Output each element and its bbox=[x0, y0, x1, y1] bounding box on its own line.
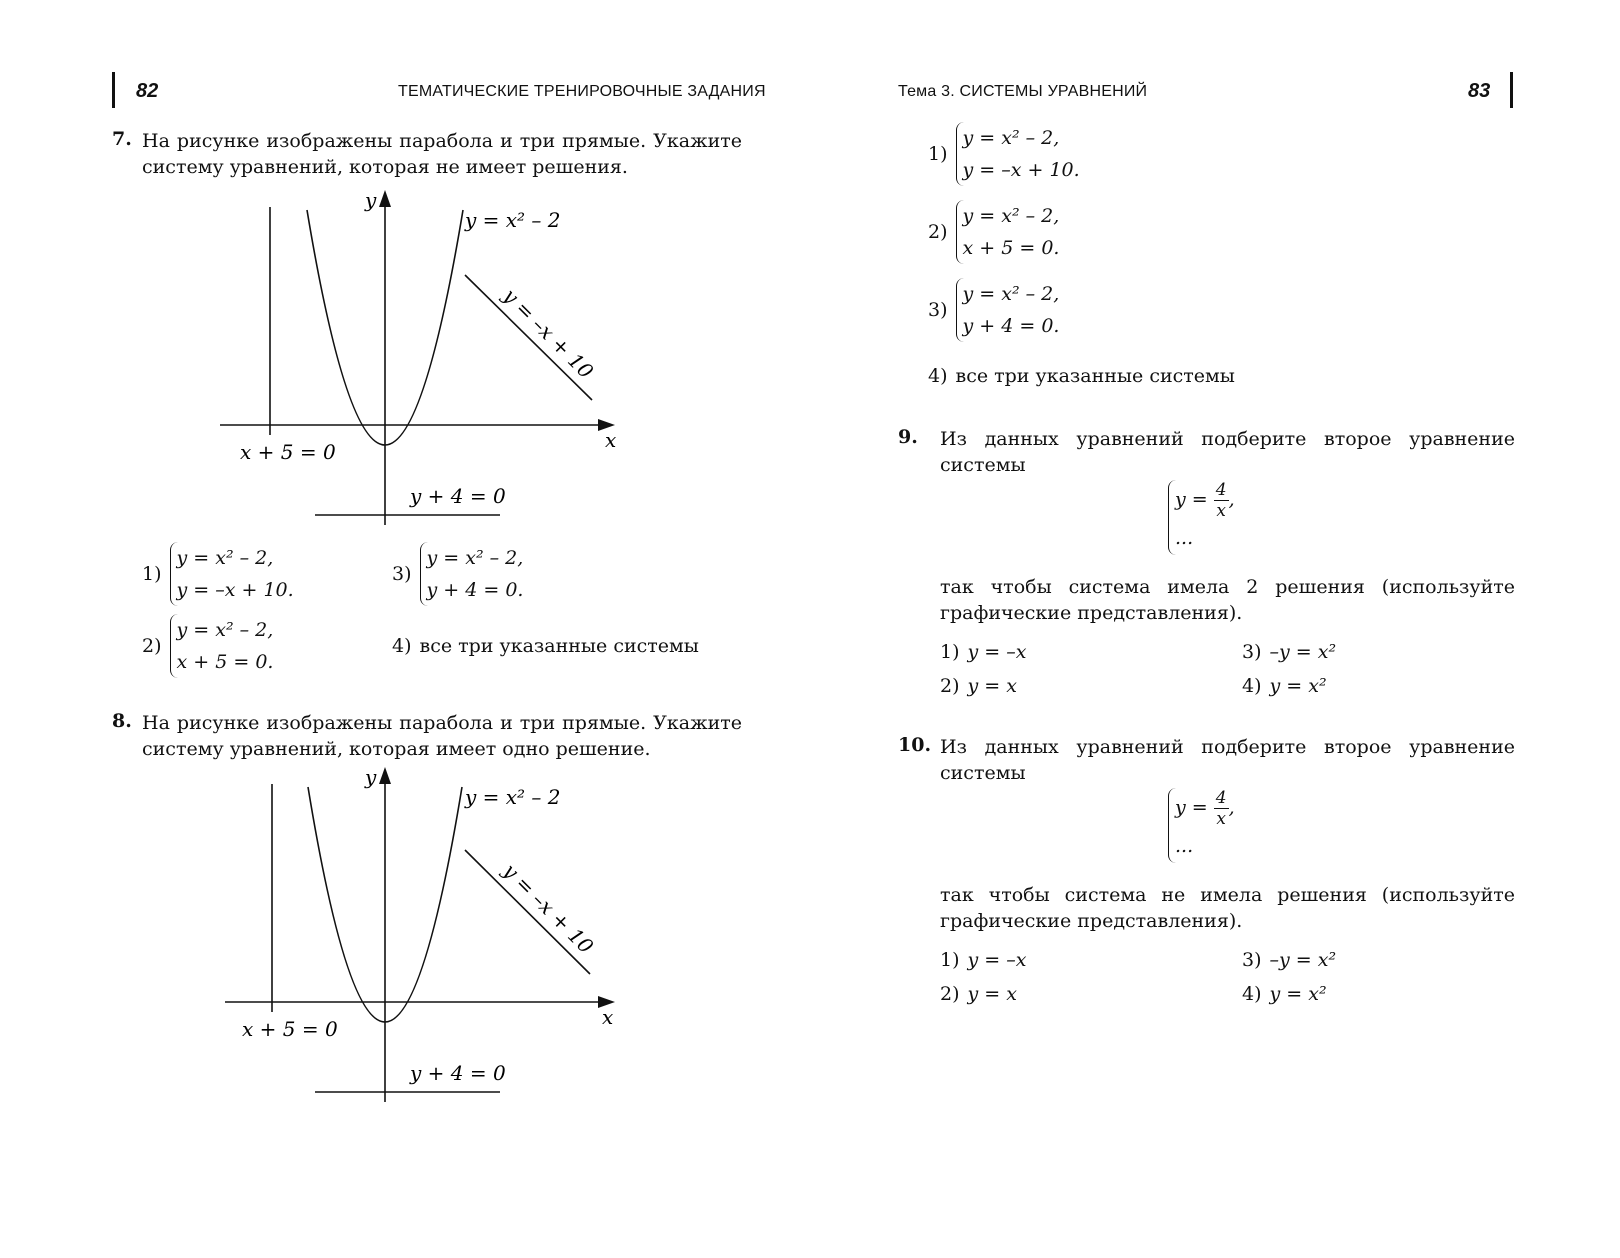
q10-number: 10. bbox=[898, 734, 932, 756]
q10-option-3[interactable] bbox=[1242, 944, 1336, 976]
q9-option-4[interactable] bbox=[1242, 670, 1327, 702]
running-header-left: ТЕМАТИЧЕСКИЕ ТРЕНИРОВОЧНЫЕ ЗАДАНИЯ bbox=[398, 83, 766, 100]
q10-system bbox=[1168, 788, 1235, 863]
q7-option-1-number: 1) bbox=[142, 563, 162, 585]
q10-option-4[interactable] bbox=[1242, 978, 1327, 1010]
q9-option-3[interactable] bbox=[1242, 636, 1336, 668]
q9-text: Из данных уравнений подберите второе уравнение системы bbox=[940, 428, 1515, 476]
q9-option-1[interactable] bbox=[940, 636, 1026, 668]
q10-option-4-eq: y = x² bbox=[1269, 983, 1327, 1005]
q10-system-comma: , bbox=[1228, 796, 1235, 819]
q7-line-label: y = –x + 10 bbox=[498, 283, 599, 384]
q9-system-dots: ... bbox=[1175, 527, 1194, 549]
q7-graph bbox=[200, 185, 640, 530]
q8-option-4[interactable] bbox=[928, 360, 1235, 392]
q7-option-1-line1: y = x² – 2, bbox=[176, 547, 274, 569]
q9-text-continued: так чтобы система имела 2 решения (используйте графические представления). bbox=[940, 576, 1515, 624]
q7-parabola-label: y = x² – 2 bbox=[465, 208, 561, 232]
q8-option-1-number: 1) bbox=[928, 143, 948, 165]
q7-option-4-number: 4) bbox=[392, 635, 412, 657]
q10-option-3-eq: –y = x² bbox=[1269, 949, 1337, 971]
q9-system-comma: , bbox=[1228, 488, 1235, 511]
q7-sloped-line bbox=[465, 275, 592, 400]
q7-option-2-number: 2) bbox=[142, 635, 162, 657]
left-margin-bar bbox=[112, 72, 115, 108]
q10-system-denominator: x bbox=[1216, 809, 1226, 829]
q8-option-1-line2: y = –x + 10. bbox=[962, 159, 1080, 181]
q8-sloped-line bbox=[465, 850, 590, 974]
q8-x-axis-label: x bbox=[602, 1005, 614, 1029]
q8-option-3-number: 3) bbox=[928, 299, 948, 321]
right-margin-bar bbox=[1510, 72, 1513, 108]
q8-y-axis-label: y bbox=[365, 765, 377, 789]
q9-system bbox=[1168, 480, 1235, 555]
q7-option-2-line2: x + 5 = 0. bbox=[176, 651, 274, 673]
q8-graph bbox=[200, 762, 640, 1107]
q8-text: На рисунке изображены парабола и три прямые. Укажите систему уравнений, которая имеет одно решение. bbox=[142, 712, 742, 760]
q10-option-4-number: 4) bbox=[1242, 983, 1262, 1005]
q8-option-3[interactable] bbox=[928, 278, 1059, 342]
running-header-right: Тема 3. СИСТЕМЫ УРАВНЕНИЙ bbox=[898, 83, 1148, 100]
q9-system-numerator: 4 bbox=[1215, 480, 1227, 500]
page-number-left: 82 bbox=[136, 80, 159, 102]
q7-option-2-line1: y = x² – 2, bbox=[176, 619, 274, 641]
q9-option-2-number: 2) bbox=[940, 675, 960, 697]
q10-option-1[interactable] bbox=[940, 944, 1026, 976]
q9-option-1-number: 1) bbox=[940, 641, 960, 663]
q7-option-3-number: 3) bbox=[392, 563, 412, 585]
q8-option-1-line1: y = x² – 2, bbox=[962, 127, 1060, 149]
q9-option-4-eq: y = x² bbox=[1269, 675, 1327, 697]
q7-option-3[interactable] bbox=[392, 542, 523, 606]
q8-option-2-line2: x + 5 = 0. bbox=[962, 237, 1060, 259]
q9-system-denominator: x bbox=[1216, 501, 1226, 521]
q8-option-1[interactable] bbox=[928, 122, 1080, 186]
q7-option-3-line1: y = x² – 2, bbox=[426, 547, 524, 569]
q8-vline-label: x + 5 = 0 bbox=[242, 1017, 338, 1041]
q7-option-2[interactable] bbox=[142, 614, 273, 678]
q8-option-3-line1: y = x² – 2, bbox=[962, 283, 1060, 305]
q7-y-axis-label: y bbox=[365, 188, 377, 212]
q8-number: 8. bbox=[112, 710, 132, 732]
q10-option-2-eq: y = x bbox=[967, 983, 1017, 1005]
q7-option-1-line2: y = –x + 10. bbox=[176, 579, 294, 601]
q9-option-3-eq: –y = x² bbox=[1269, 641, 1337, 663]
page-number-right: 83 bbox=[1468, 80, 1491, 102]
q10-option-1-eq: y = –x bbox=[967, 949, 1027, 971]
q8-option-2-line1: y = x² – 2, bbox=[962, 205, 1060, 227]
q9-system-lhs: y = bbox=[1175, 488, 1208, 511]
q10-option-1-number: 1) bbox=[940, 949, 960, 971]
q8-option-3-line2: y + 4 = 0. bbox=[962, 315, 1060, 337]
q7-option-4-text: все три указанные системы bbox=[419, 635, 699, 657]
q10-system-numerator: 4 bbox=[1215, 788, 1227, 808]
q10-option-3-number: 3) bbox=[1242, 949, 1262, 971]
q10-text: Из данных уравнений подберите второе уравнение системы bbox=[940, 736, 1515, 784]
q7-text: На рисунке изображены парабола и три прямые. Укажите систему уравнений, которая не имеет решения. bbox=[142, 130, 742, 178]
q8-parabola-label: y = x² – 2 bbox=[465, 785, 561, 809]
q9-option-3-number: 3) bbox=[1242, 641, 1262, 663]
q7-y-arrow bbox=[379, 190, 391, 207]
q10-system-dots: ... bbox=[1175, 835, 1194, 857]
q8-option-4-number: 4) bbox=[928, 365, 948, 387]
q8-option-4-text: все три указанные системы bbox=[955, 365, 1235, 387]
q8-option-2[interactable] bbox=[928, 200, 1059, 264]
q7-option-3-line2: y + 4 = 0. bbox=[426, 579, 524, 601]
q8-hline-label: y + 4 = 0 bbox=[410, 1061, 506, 1085]
q7-vline-label: x + 5 = 0 bbox=[240, 440, 336, 464]
q10-text-continued: так чтобы система не имела решения (используйте графические представления). bbox=[940, 884, 1515, 932]
q7-option-4[interactable] bbox=[392, 630, 699, 662]
q10-option-2[interactable] bbox=[940, 978, 1017, 1010]
q10-system-lhs: y = bbox=[1175, 796, 1208, 819]
q7-x-axis-label: x bbox=[605, 428, 617, 452]
q10-option-2-number: 2) bbox=[940, 983, 960, 1005]
q9-number: 9. bbox=[898, 426, 918, 448]
q7-option-1[interactable] bbox=[142, 542, 294, 606]
q9-option-2[interactable] bbox=[940, 670, 1017, 702]
q8-option-2-number: 2) bbox=[928, 221, 948, 243]
q9-option-1-eq: y = –x bbox=[967, 641, 1027, 663]
q7-number: 7. bbox=[112, 128, 132, 150]
q7-hline-label: y + 4 = 0 bbox=[410, 484, 506, 508]
q9-option-4-number: 4) bbox=[1242, 675, 1262, 697]
q8-line-label: y = –x + 10 bbox=[498, 858, 599, 959]
q8-y-arrow bbox=[379, 767, 391, 784]
q9-option-2-eq: y = x bbox=[967, 675, 1017, 697]
